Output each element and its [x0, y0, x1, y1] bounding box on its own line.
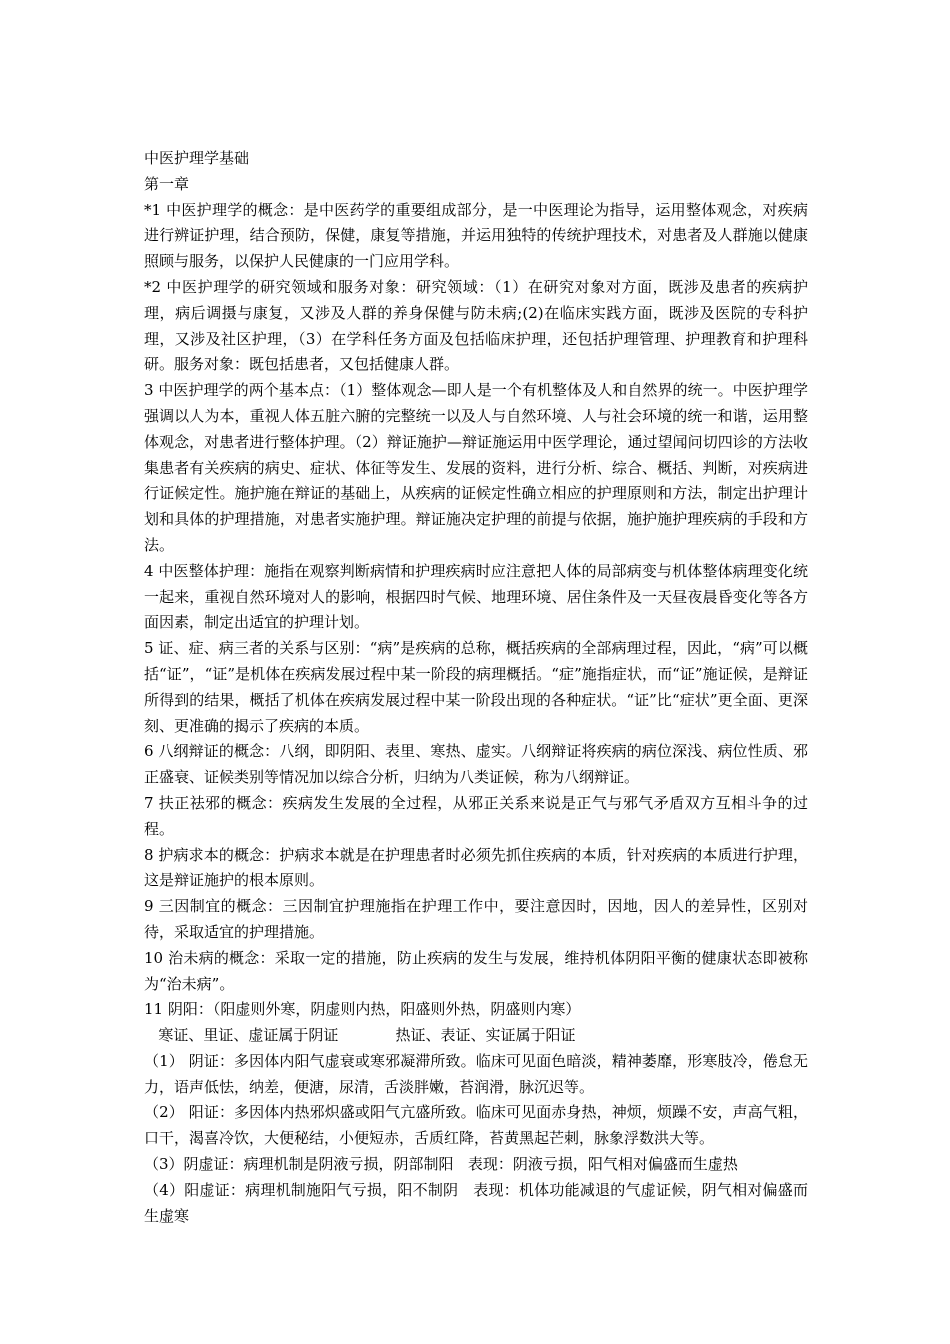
paragraph-4: 4 中医整体护理：施指在观察判断病情和护理疾病时应注意把人体的局部病变与机体整体病理变化统一起来，重视自然环境对人的影响，根据四时气候、地理环境、居住条件及一天昼夜晨昏变化等各方面因素，制定出适宜的护理计划。 — [144, 561, 808, 632]
paragraph-yang-syndrome: （2） 阳证：多因体内热邪炽盛或阳气亢盛所致。临床可见面赤身热，神烦，烦躁不安，声高气粗，口干，渴喜冷饮，大便秘结，小便短赤，舌质红降，苔黄黑起芒刺，脉象浮数洪大等。 — [144, 1103, 808, 1148]
paragraph-yin-syndrome: （1） 阴证：多因体内阳气虚衰或寒邪凝滞所致。临床可见面色暗淡，精神萎靡，形寒肢冷，倦怠无力，语声低怯，纳差，便溏，尿清，舌淡胖嫩，苔润滑，脉沉迟等。 — [144, 1051, 808, 1096]
document-page — [144, 146, 808, 1229]
paragraph-yin-deficiency: （3）阴虚证：病理机制是阴液亏损，阴部制阳 表现：阴液亏损，阳气相对偏盛而生虚热 — [144, 1155, 738, 1174]
paragraph-yang-deficiency: （4）阳虚证：病理机制施阳气亏损，阳不制阴 表现：机体功能减退的气虚证候，阴气相对偏盛而生虚寒 — [144, 1180, 808, 1225]
paragraph-6: 6 八纲辩证的概念：八纲，即阴阳、表里、寒热、虚实。八纲辩证将疾病的病位深浅、病位性质、邪正盛衰、证候类别等情况加以综合分析，归纳为八类证候，称为八纲辩证。 — [144, 742, 808, 787]
paragraph-10: 10 治未病的概念：采取一定的措施，防止疾病的发生与发展，维持机体阴阳平衡的健康状态即被称为“治未病”。 — [144, 948, 808, 993]
paragraph-11-classification: 寒证、里证、虚证属于阴证 热证、表证、实证属于阳证 — [144, 1026, 576, 1045]
paragraph-1: *1 中医护理学的概念：是中医药学的重要组成部分，是一中医理论为指导，运用整体观念，对疾病进行辨证护理，结合预防，保健，康复等措施，并运用独特的传统护理技术，对患者及人群施以健康照顾与服务，以保护人民健康的一门应用学科。 — [144, 200, 808, 271]
paragraph-2: *2 中医护理学的研究领域和服务对象：研究领域：（1）在研究对象对方面，既涉及患者的疾病护理，病后调摄与康复，又涉及人群的养身保健与防未病;(2)在临床实践方面，既涉及医院的专科护理，又涉及社区护理，（3）在学科任务方面及包括临床护理，还包括护理管理、护理教育和护理科研。服务对象：既包括患者，又包括健康人群。 — [144, 277, 808, 374]
paragraph-11: 11 阴阳：（阳虚则外寒，阴虚则内热，阳盛则外热，阴盛则内寒） — [144, 1000, 581, 1019]
paragraph-7: 7 扶正祛邪的概念：疾病发生发展的全过程，从邪正关系来说是正气与邪气矛盾双方互相斗争的过程。 — [144, 793, 808, 838]
chapter-heading: 第一章 — [144, 174, 190, 193]
paragraph-3: 3 中医护理学的两个基本点：（1）整体观念—即人是一个有机整体及人和自然界的统一。中医护理学强调以人为本，重视人体五脏六腑的完整统一以及人与自然环境、人与社会环境的统一和谐，运用整体观念，对患者进行整体护理。（2）辩证施护—辩证施运用中医学理论，通过望闻问切四诊的方法收集患者有关疾病的病史、症状、体征等发生、发展的资料，进行分析、综合、概括、判断，对疾病进行证候定性。施护施在辩证的基础上，从疾病的证候定性确立相应的护理原则和方法，制定出护理计划和具体的护理措施，对患者实施护理。辩证施决定护理的前提与依据，施护施护理疾病的手段和方法。 — [144, 381, 808, 554]
paragraph-5: 5 证、症、病三者的关系与区别：“病”是疾病的总称，概括疾病的全部病理过程，因此，“病”可以概括“证”，“证”是机体在疾病发展过程中某一阶段的病理概括。“症”施指症状，而“证”施证候，是辩证所得到的结果，概括了机体在疾病发展过程中某一阶段出现的各种症状。“证”比“症状”更全面、更深刻、更准确的揭示了疾病的本质。 — [144, 639, 808, 735]
document-title: 中医护理学基础 — [144, 149, 250, 167]
paragraph-9: 9 三因制宜的概念：三因制宜护理施指在护理工作中，要注意因时，因地，因人的差异性，区别对待，采取适宜的护理措施。 — [144, 897, 808, 941]
paragraph-8: 8 护病求本的概念：护病求本就是在护理患者时必须先抓住疾病的本质，针对疾病的本质进行护理，这是辩证施护的根本原则。 — [144, 845, 808, 890]
